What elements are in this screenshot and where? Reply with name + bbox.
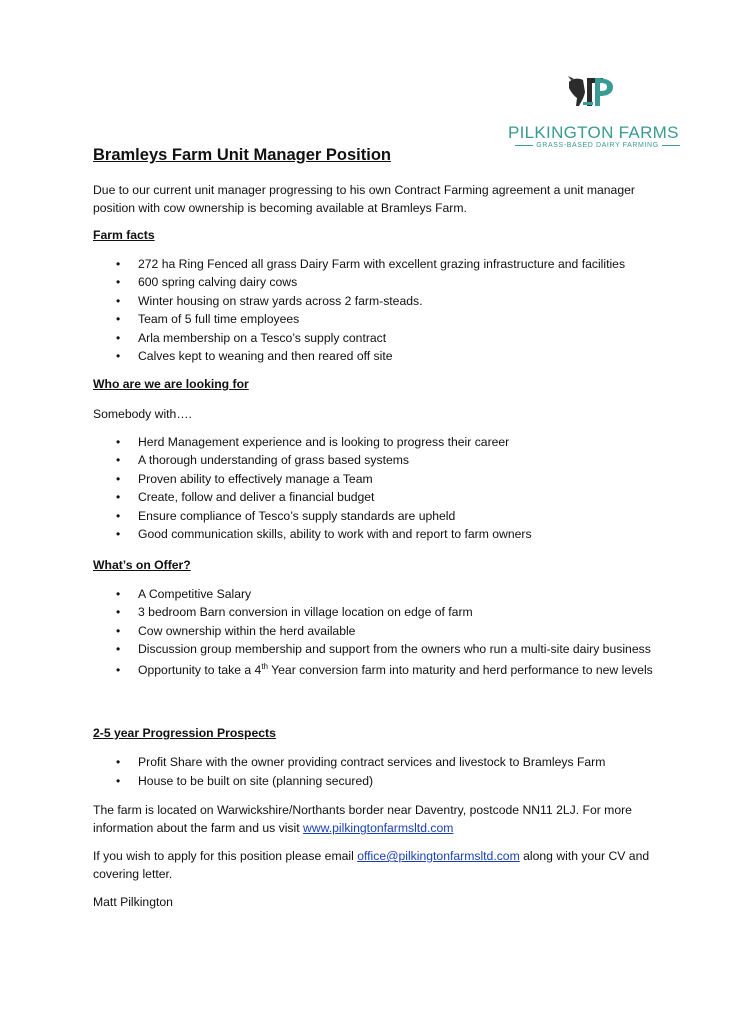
offer-list bbox=[0, 585, 750, 679]
signature: Matt Pilkington bbox=[93, 895, 173, 909]
list-item: • House to be built on site (planning secured) bbox=[0, 772, 658, 790]
list-item: • 600 spring calving dairy cows bbox=[0, 273, 658, 291]
list-item: • Ensure compliance of Tesco’s supply standards are upheld bbox=[0, 507, 658, 525]
list-item: • Good communication skills, ability to work with and report to farm owners bbox=[0, 525, 658, 543]
bullet-icon: • bbox=[116, 453, 121, 468]
list-item: • Create, follow and deliver a financial budget bbox=[0, 488, 658, 506]
progression-heading: 2-5 year Progression Prospects bbox=[93, 726, 276, 740]
bullet-icon: • bbox=[116, 774, 121, 789]
bullet-icon: • bbox=[116, 662, 121, 677]
bullet-icon: • bbox=[116, 623, 121, 638]
logo-company-name: PILKINGTON FARMS bbox=[508, 123, 679, 142]
list-item: • A thorough understanding of grass based systems bbox=[0, 451, 658, 469]
location-paragraph: The farm is located on Warwickshire/Northants border near Daventry, postcode NN11 2LJ. For more information about the farm and us visit www.pilkingtonfarmsltd.com bbox=[93, 803, 632, 836]
website-link[interactable]: www.pilkingtonfarmsltd.com bbox=[303, 821, 454, 836]
apply-paragraph: If you wish to apply for this position please email office@pilkingtonfarmsltd.com along with your CV and covering letter. bbox=[93, 849, 650, 882]
progression-list bbox=[0, 753, 750, 791]
bullet-icon: • bbox=[116, 755, 121, 769]
list-item: • Calves kept to weaning and then reared off site bbox=[0, 347, 658, 365]
looking-for-lead: Somebody with…. bbox=[93, 407, 192, 421]
farm-facts-list bbox=[0, 255, 750, 365]
bullet-icon: • bbox=[116, 508, 121, 523]
logo-tagline: GRASS-BASED DAIRY FARMING bbox=[505, 142, 690, 149]
bullet-icon: • bbox=[116, 330, 121, 345]
bullet-icon: • bbox=[116, 275, 121, 290]
list-item: • Team of 5 full time employees bbox=[0, 310, 658, 328]
bullet-icon: • bbox=[116, 527, 121, 542]
list-item: • Arla membership on a Tesco’s supply contract bbox=[0, 329, 658, 347]
bullet-icon: • bbox=[116, 312, 121, 327]
list-item: • Proven ability to effectively manage a Team bbox=[0, 470, 658, 488]
list-item: • 3 bedroom Barn conversion in village location on edge of farm bbox=[0, 603, 658, 621]
company-logo bbox=[505, 72, 690, 152]
bullet-icon: • bbox=[116, 587, 121, 601]
cow-logo-icon bbox=[565, 72, 625, 112]
bullet-icon: • bbox=[116, 293, 121, 308]
list-item: • Cow ownership within the herd available bbox=[0, 622, 658, 640]
bullet-icon: • bbox=[116, 490, 121, 505]
farm-facts-heading: Farm facts bbox=[93, 228, 155, 242]
page-title: Bramleys Farm Unit Manager Position bbox=[93, 146, 391, 164]
looking-for-heading: Who are we are looking for bbox=[93, 377, 249, 391]
bullet-icon: • bbox=[116, 605, 121, 620]
email-link[interactable]: office@pilkingtonfarmsltd.com bbox=[357, 849, 520, 863]
bullet-icon: • bbox=[116, 435, 121, 449]
offer-heading: What’s on Offer? bbox=[93, 558, 191, 572]
bullet-icon: • bbox=[116, 642, 121, 657]
bullet-icon: • bbox=[116, 257, 121, 271]
list-item: • Herd Management experience and is looking to progress their career bbox=[0, 433, 658, 451]
list-item: • 272 ha Ring Fenced all grass Dairy Farm with excellent grazing infrastructure and facilities bbox=[0, 255, 658, 273]
bullet-icon: • bbox=[116, 471, 121, 486]
list-item: • Opportunity to take a 4th Year conversion farm into maturity and herd performance to new levels bbox=[0, 661, 658, 679]
list-item: • Winter housing on straw yards across 2 farm-steads. bbox=[0, 292, 658, 310]
bullet-icon: • bbox=[116, 349, 121, 364]
looking-for-list bbox=[0, 433, 750, 543]
intro-paragraph: Due to our current unit manager progressing to his own Contract Farming agreement a unit manager position with cow ownership is becoming available at Bramleys Farm. bbox=[93, 183, 635, 216]
list-item: • A Competitive Salary bbox=[0, 585, 658, 603]
list-item: • Profit Share with the owner providing contract services and livestock to Bramleys Farm bbox=[0, 753, 658, 771]
list-item: • Discussion group membership and support from the owners who run a multi-site dairy business bbox=[0, 640, 658, 658]
